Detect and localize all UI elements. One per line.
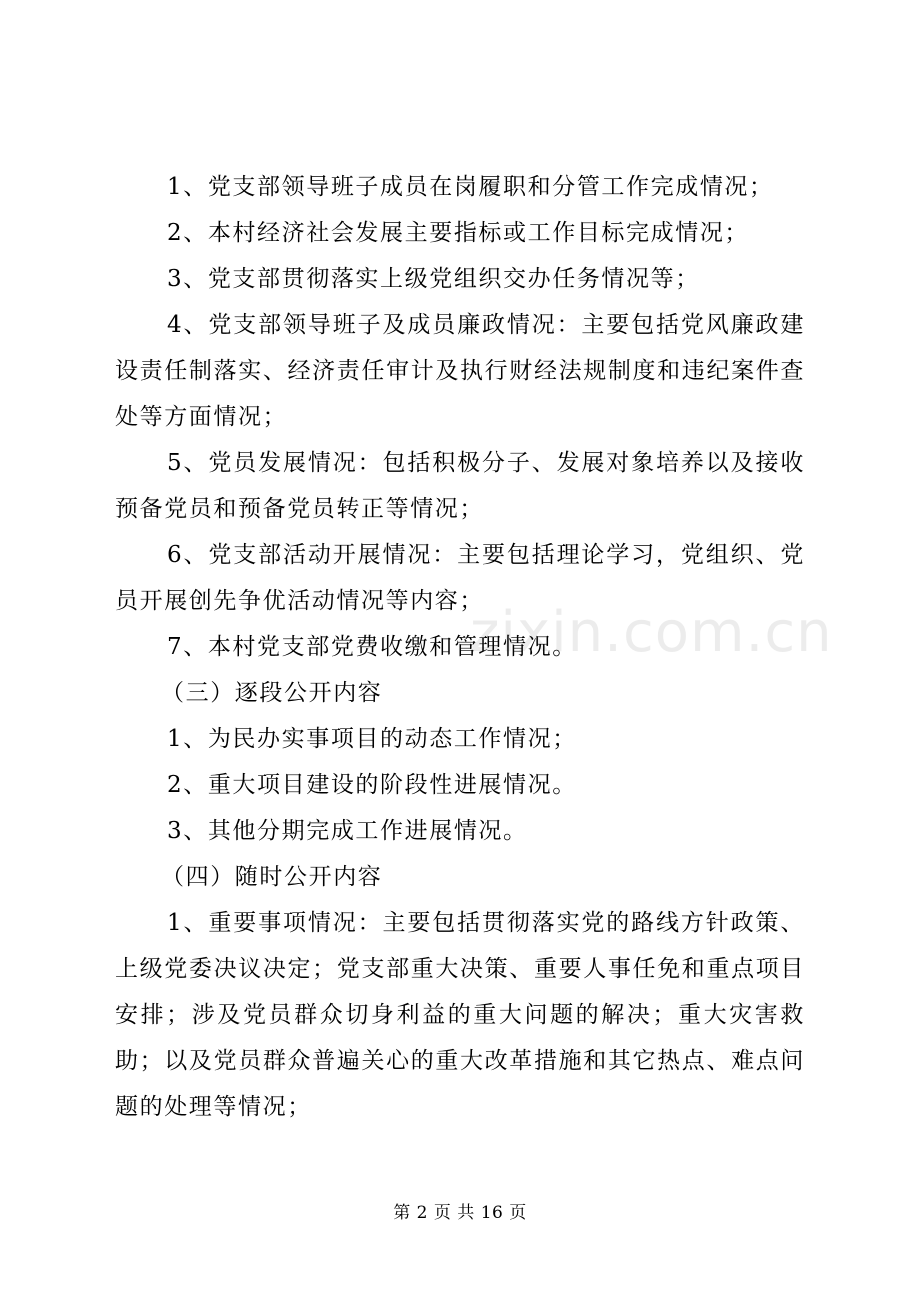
list-item-2: 2、本村经济社会发展主要指标或工作目标完成情况； bbox=[167, 220, 750, 246]
list-item-4-1: 1、重要事项情况：主要包括贯彻落实党的路线方针政策、上级党委决议决定；党支部重大决策、重要人事任免和重点项目安排；涉及党员群众切身利益的重大问题的解决；重大灾害救助；以及党员群众普遍关心的重大改革措施和其它热点、难点问题的处理等情况； bbox=[115, 910, 805, 1120]
list-item-7: 7、本村党支部党费收缴和管理情况。 bbox=[167, 634, 577, 660]
page-footer: 第 2 页 共 16 页 bbox=[393, 1203, 527, 1223]
list-item-1: 1、党支部领导班子成员在岗履职和分管工作完成情况； bbox=[167, 174, 774, 200]
section-heading-3: （三）逐段公开内容 bbox=[161, 680, 383, 706]
list-item-6: 6、党支部活动开展情况：主要包括理论学习，党组织、党员开展创先争优活动情况等内容； bbox=[115, 542, 805, 614]
list-item-3-1: 1、为民办实事项目的动态工作情况； bbox=[167, 726, 577, 752]
list-item-3-3: 3、其他分期完成工作进展情况。 bbox=[167, 818, 528, 844]
list-item-5: 5、党员发展情况：包括积极分子、发展对象培养以及接收预备党员和预备党员转正等情况； bbox=[115, 450, 805, 522]
list-item-3: 3、党支部贯彻落实上级党组织交办任务情况等； bbox=[167, 266, 700, 292]
document-body bbox=[115, 164, 805, 1130]
watermark: zixin.com.cn bbox=[470, 600, 833, 665]
list-item-4: 4、党支部领导班子及成员廉政情况：主要包括党风廉政建设责任制落实、经济责任审计及执行财经法规制度和违纪案件查处等方面情况； bbox=[115, 312, 805, 430]
section-heading-4: （四）随时公开内容 bbox=[161, 864, 383, 890]
list-item-3-2: 2、重大项目建设的阶段性进展情况。 bbox=[167, 772, 577, 798]
